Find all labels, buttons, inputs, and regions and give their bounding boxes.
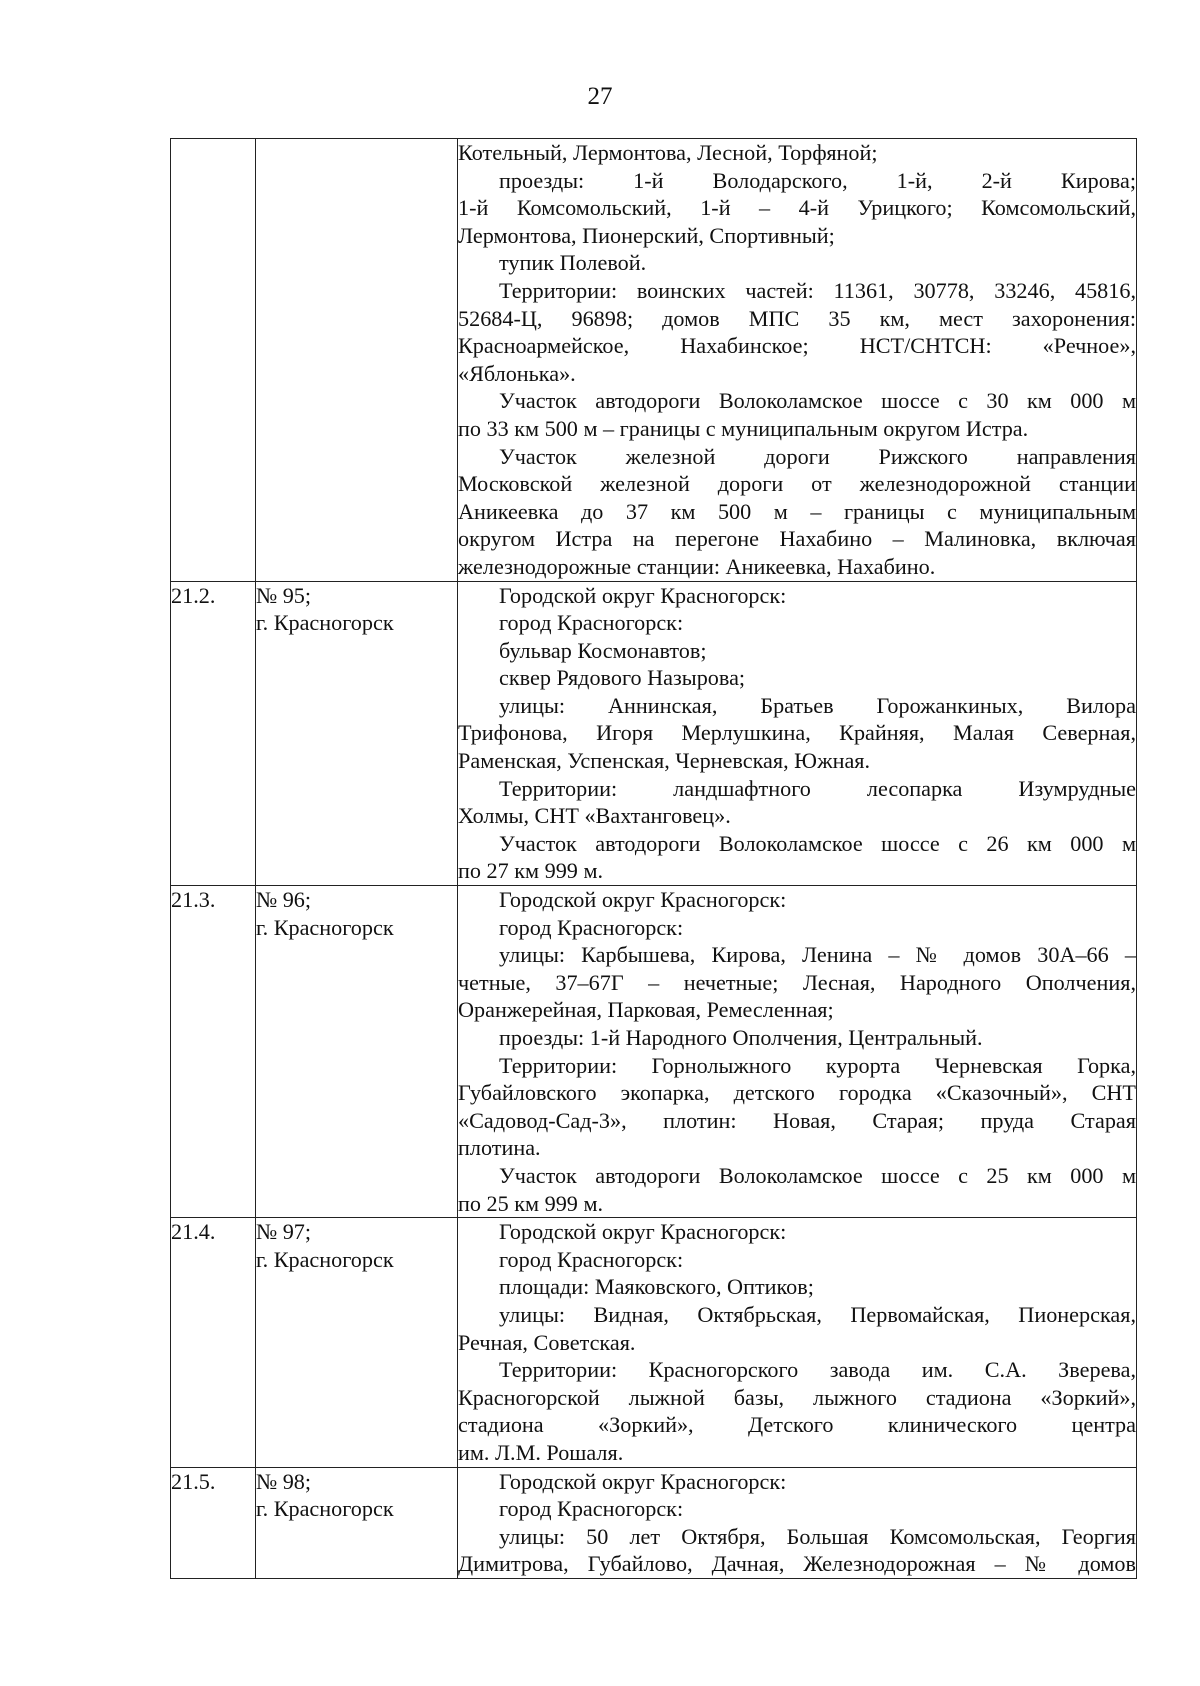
row-number: 21.3. <box>171 886 256 1218</box>
description-line: Трифонова, Игоря Мерлушкина, Крайняя, Малая Северная, <box>458 720 1136 746</box>
description-line: улицы: Аннинская, Братьев Горожанкиных, Вилора <box>499 692 1136 718</box>
description-line: 1-й Комсомольский, 1-й – 4-й Урицкого; Комсомольский, <box>458 195 1136 221</box>
row-number: 21.5. <box>171 1467 256 1578</box>
description-line: сквер Рядового Назырова; <box>499 665 746 691</box>
district-cell <box>256 886 458 1218</box>
description-line: город Красногорск: <box>499 914 684 940</box>
description-line: Речная, Советская. <box>458 1329 636 1355</box>
district-city: г. Красногорск <box>256 1496 394 1522</box>
description-line: Территории: ландшафтного лесопарка Изумрудные <box>499 775 1136 801</box>
description-line: Городской округ Красногорск: <box>499 1468 787 1494</box>
description-line: Холмы, СНТ «Вахтанговец». <box>458 803 731 829</box>
description-line: Оранжерейная, Парковая, Ремесленная; <box>458 997 834 1023</box>
row-number: 21.2. <box>171 581 256 886</box>
description-line: Губайловского экопарка, детского городка «Сказочный», СНТ <box>458 1080 1136 1106</box>
district-number: № 96; <box>256 887 312 913</box>
description-line: по 33 км 500 м – границы с муниципальным округом Истра. <box>458 415 1029 441</box>
table-body <box>171 139 1137 1579</box>
description-line: Участок автодороги Волоколамское шоссе с 30 км 000 м <box>499 388 1136 414</box>
description-line: Котельный, Лермонтова, Лесной, Торфяной; <box>458 140 878 165</box>
territory-description <box>458 581 1137 886</box>
description-line: Участок автодороги Волоколамское шоссе с 26 км 000 м <box>499 830 1136 856</box>
description-line: бульвар Космонавтов; <box>499 637 707 663</box>
districts-table <box>170 138 1137 1579</box>
territory-description <box>458 1218 1137 1467</box>
table-row <box>171 581 1137 886</box>
description-line: стадиона «Зоркий», Детского клинического центра <box>458 1412 1136 1438</box>
description-line: Городской округ Красногорск: <box>499 582 787 608</box>
description-line: Лермонтова, Пионерский, Спортивный; <box>458 222 835 248</box>
description-line: округом Истра на перегоне Нахабино – Малиновка, включая <box>458 526 1136 552</box>
district-cell <box>256 1218 458 1467</box>
district-city: г. Красногорск <box>256 1246 394 1272</box>
territory-description <box>458 139 1137 582</box>
district-number: № 95; <box>256 582 312 608</box>
description-line: город Красногорск: <box>499 610 684 636</box>
description-line: проезды: 1-й Народного Ополчения, Центральный. <box>499 1025 983 1050</box>
description-line: Раменская, Успенская, Черневская, Южная. <box>458 748 871 774</box>
description-line: по 25 км 999 м. <box>458 1190 604 1216</box>
description-line: железнодорожные станции: Аникеевка, Нахабино. <box>458 553 936 579</box>
description-line: Территории: воинских частей: 11361, 30778, 33246, 45816, <box>499 277 1136 303</box>
description-line: четные, 37–67Г – нечетные; Лесная, Народного Ополчения, <box>458 969 1136 995</box>
table-row <box>171 139 1137 582</box>
row-number: 21.4. <box>171 1218 256 1467</box>
description-line: Городской округ Красногорск: <box>499 887 787 913</box>
district-city: г. Красногорск <box>256 914 394 940</box>
description-line: город Красногорск: <box>499 1496 684 1522</box>
district-cell <box>256 581 458 886</box>
description-line: проезды: 1-й Володарского, 1-й, 2-й Кирова; <box>499 167 1136 193</box>
description-line: улицы: Карбышева, Кирова, Ленина – № домов 30А–66 – <box>499 942 1136 968</box>
description-line: 52684-Ц, 96898; домов МПС 35 км, мест захоронения: <box>458 305 1136 331</box>
description-line: Участок автодороги Волоколамское шоссе с 25 км 000 м <box>499 1162 1136 1188</box>
description-line: по 27 км 999 м. <box>458 858 604 884</box>
table-row <box>171 1467 1137 1578</box>
district-number: № 97; <box>256 1219 312 1245</box>
description-line: улицы: Видная, Октябрьская, Первомайская, Пионерская, <box>499 1301 1136 1327</box>
description-line: «Яблонька». <box>458 360 576 386</box>
description-line: Аникеевка до 37 км 500 м – границы с муниципальным <box>458 498 1136 524</box>
description-line: тупик Полевой. <box>499 250 647 276</box>
district-cell <box>256 1467 458 1578</box>
description-line: Димитрова, Губайлово, Дачная, Железнодорожная – № домов <box>458 1551 1136 1577</box>
description-line: «Садовод-Сад-3», плотин: Новая, Старая; пруда Старая <box>458 1107 1136 1133</box>
description-line: Красногорской лыжной базы, лыжного стадиона «Зоркий», <box>458 1384 1136 1410</box>
description-line: Московской железной дороги от железнодорожной станции <box>458 471 1136 497</box>
description-line: им. Л.М. Рошаля. <box>458 1439 624 1465</box>
description-line: Территории: Красногорского завода им. С.А. Зверева, <box>499 1357 1136 1383</box>
description-line: город Красногорск: <box>499 1246 684 1272</box>
description-line: улицы: 50 лет Октября, Большая Комсомольская, Георгия <box>499 1523 1136 1549</box>
description-line: площади: Маяковского, Оптиков; <box>499 1274 814 1300</box>
description-line: плотина. <box>458 1135 541 1161</box>
page-number: 27 <box>587 83 613 110</box>
description-line: Красноармейское, Нахабинское; НСТ/СНТСН: «Речное», <box>458 333 1136 359</box>
table-row <box>171 1218 1137 1467</box>
district-cell <box>256 139 458 582</box>
territory-description <box>458 886 1137 1218</box>
table-row <box>171 886 1137 1218</box>
district-city: г. Красногорск <box>256 610 394 636</box>
description-line: Участок железной дороги Рижского направления <box>499 443 1136 469</box>
territory-description <box>458 1467 1137 1578</box>
district-number: № 98; <box>256 1468 312 1494</box>
description-line: Территории: Горнолыжного курорта Черневская Горка, <box>499 1052 1136 1078</box>
row-number <box>171 139 256 582</box>
description-line: Городской округ Красногорск: <box>499 1219 787 1245</box>
